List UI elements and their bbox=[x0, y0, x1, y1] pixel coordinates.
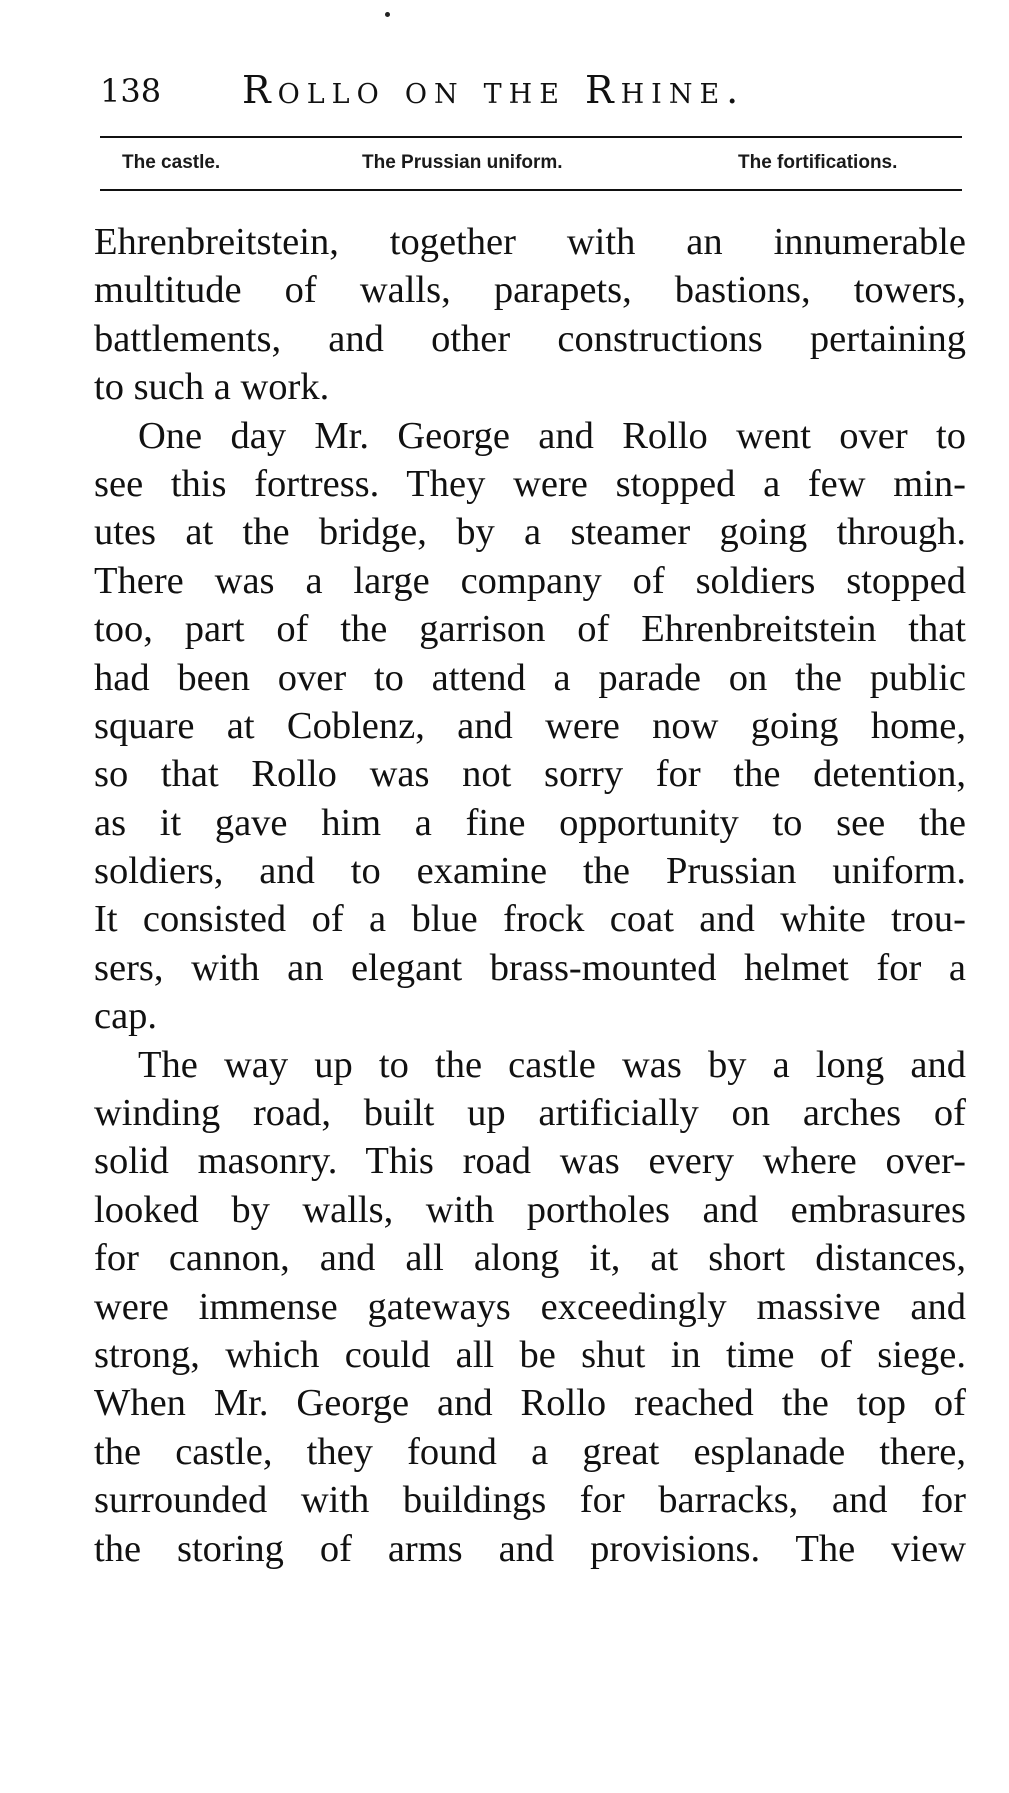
text-line: winding road, built up artificially on arches of bbox=[94, 1092, 966, 1135]
text-line: the storing of arms and provisions. The view bbox=[94, 1527, 966, 1570]
header-rule-top bbox=[100, 136, 962, 138]
text-line: square at Coblenz, and were now going home, bbox=[94, 704, 966, 747]
text-line: too, part of the garrison of Ehrenbreitstein that bbox=[94, 608, 966, 651]
book-title: Rollo on the Rhine. bbox=[242, 68, 746, 112]
text-line: utes at the bridge, by a steamer going through. bbox=[94, 511, 966, 554]
topic-headings bbox=[100, 148, 962, 182]
text-line: surrounded with buildings for barracks, and for bbox=[94, 1479, 966, 1522]
text-line: looked by walls, with portholes and embrasures bbox=[94, 1188, 966, 1231]
text-line: were immense gateways exceedingly massive and bbox=[94, 1285, 966, 1328]
text-line: so that Rollo was not sorry for the detention, bbox=[94, 753, 966, 796]
body-text bbox=[94, 218, 966, 1573]
text-line: Ehrenbreitstein, together with an innumerable bbox=[94, 221, 966, 263]
text-line: sers, with an elegant brass-mounted helmet for a bbox=[94, 946, 966, 989]
text-line: soldiers, and to examine the Prussian uniform. bbox=[94, 850, 966, 893]
text-line: cap. bbox=[94, 995, 158, 1038]
text-line: battlements, and other constructions pertaining bbox=[94, 317, 966, 360]
text-line: had been over to attend a parade on the public bbox=[94, 656, 966, 699]
text-line: It consisted of a blue frock coat and white trou- bbox=[94, 898, 966, 941]
text-line: to such a work. bbox=[94, 366, 330, 409]
topic-heading: The castle. bbox=[122, 152, 221, 173]
text-line: as it gave him a fine opportunity to see the bbox=[94, 801, 966, 844]
text-line: see this fortress. They were stopped a few min- bbox=[94, 462, 966, 505]
text-line: solid masonry. This road was every where over- bbox=[94, 1140, 966, 1183]
text-line: One day Mr. George and Rollo went over to bbox=[138, 414, 966, 457]
topic-heading: The Prussian uniform. bbox=[362, 152, 563, 173]
running-head bbox=[100, 68, 960, 118]
text-line: When Mr. George and Rollo reached the top of bbox=[94, 1382, 966, 1425]
header-rule-bottom bbox=[100, 189, 962, 191]
text-line: The way up to the castle was by a long and bbox=[138, 1043, 966, 1086]
text-line: multitude of walls, parapets, bastions, towers, bbox=[94, 269, 966, 312]
text-line: strong, which could all be shut in time of siege. bbox=[94, 1333, 966, 1376]
page-number: 138 bbox=[100, 72, 162, 110]
text-line: for cannon, and all along it, at short distances, bbox=[94, 1237, 966, 1280]
text-line: There was a large company of soldiers stopped bbox=[94, 559, 966, 602]
ink-speck bbox=[385, 12, 390, 17]
text-line: the castle, they found a great esplanade there, bbox=[94, 1430, 966, 1473]
topic-heading: The fortifications. bbox=[738, 152, 898, 173]
